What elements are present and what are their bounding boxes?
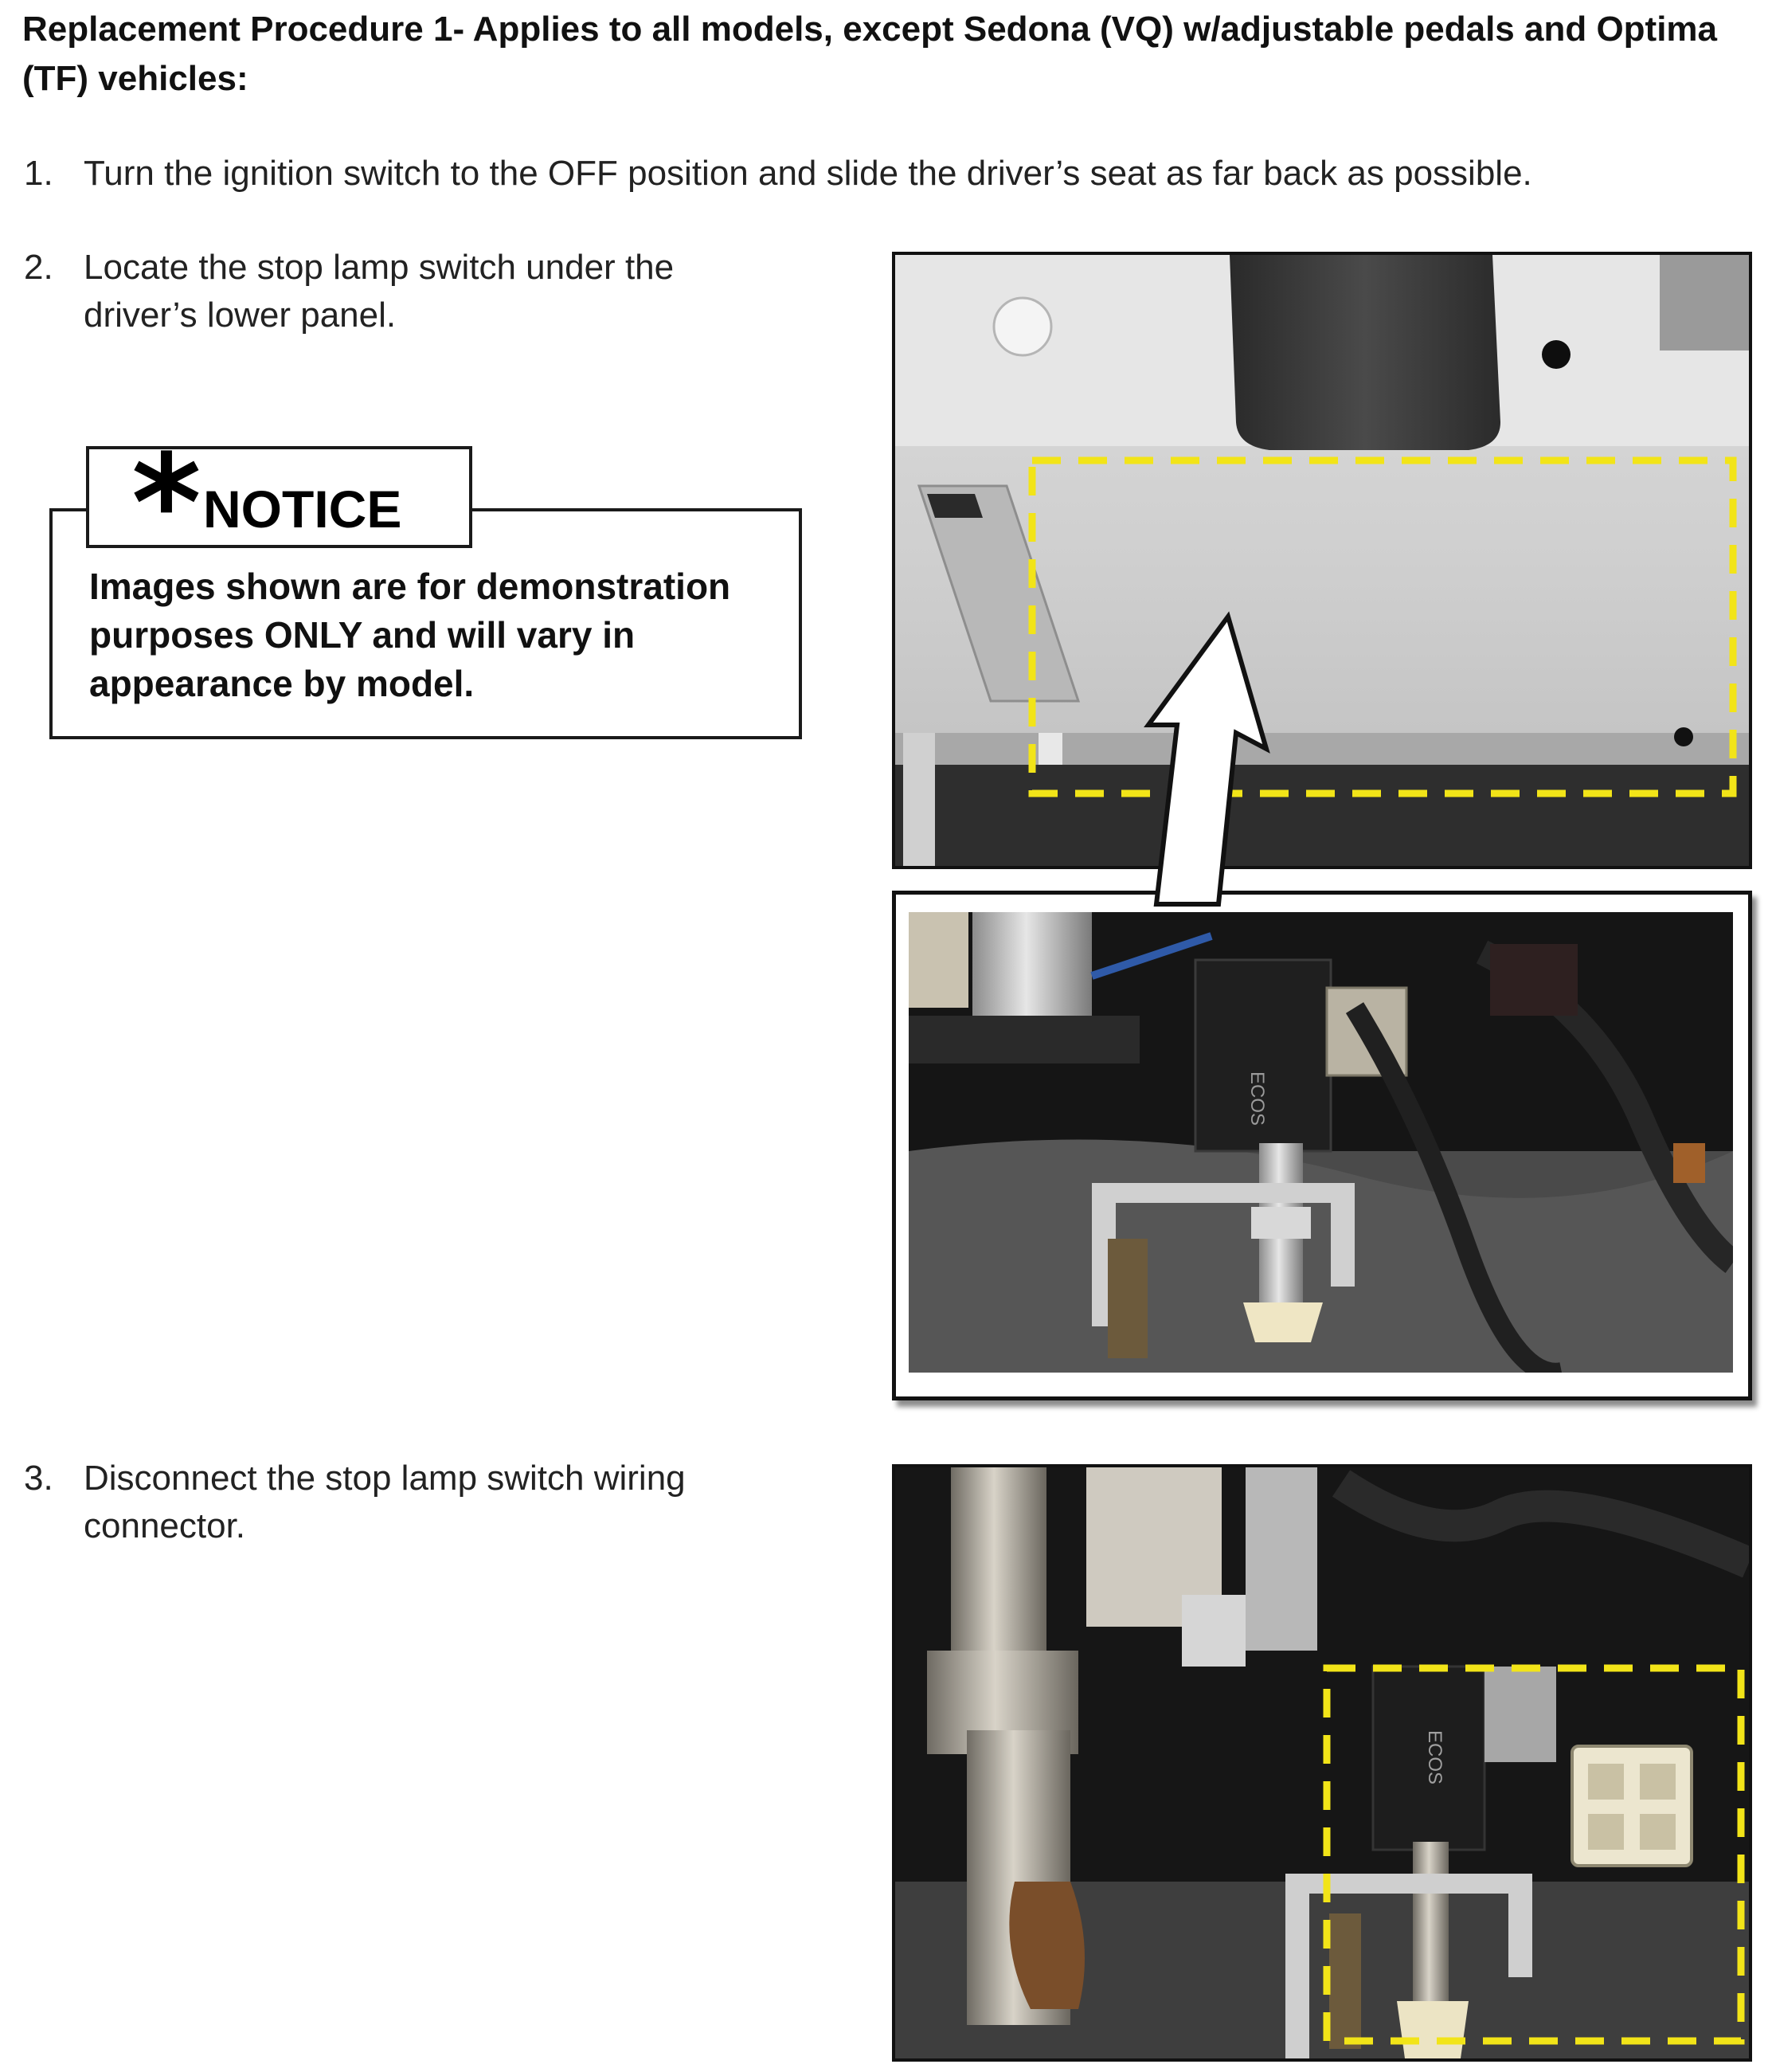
switch-closeup-illustration xyxy=(909,912,1733,1373)
step-text: Turn the ignition switch to the OFF position and slide the driver’s seat as far back as possible. xyxy=(84,154,1532,193)
step-text: Disconnect the stop lamp switch wiring connector. xyxy=(84,1459,686,1545)
lower-panel-illustration xyxy=(895,255,1749,866)
step-number: 1. xyxy=(24,154,53,193)
photo-lower-panel xyxy=(892,252,1752,869)
wiring-connector-illustration xyxy=(895,1467,1749,2058)
notice-title: NOTICE xyxy=(203,480,402,539)
photo-switch-closeup xyxy=(892,891,1752,1400)
switch-label: ECOS xyxy=(1246,1071,1268,1126)
switch-label: ECOS xyxy=(1424,1730,1445,1785)
notice-body: Images shown are for demonstration purposes ONLY and will vary in appearance by model. xyxy=(89,566,731,704)
arrow-icon xyxy=(1139,613,1274,908)
photo-wiring-connector xyxy=(892,1464,1752,2062)
step-number: 3. xyxy=(24,1459,53,1498)
step-text: Locate the stop lamp switch under the driver’s lower panel. xyxy=(84,248,675,335)
step-number: 2. xyxy=(24,248,53,287)
procedure-heading: Replacement Procedure 1- Applies to all models, except Sedona (VQ) w/adjustable pedals and Optima (TF) vehicles: xyxy=(22,10,1718,98)
asterisk-icon: * xyxy=(131,425,201,582)
